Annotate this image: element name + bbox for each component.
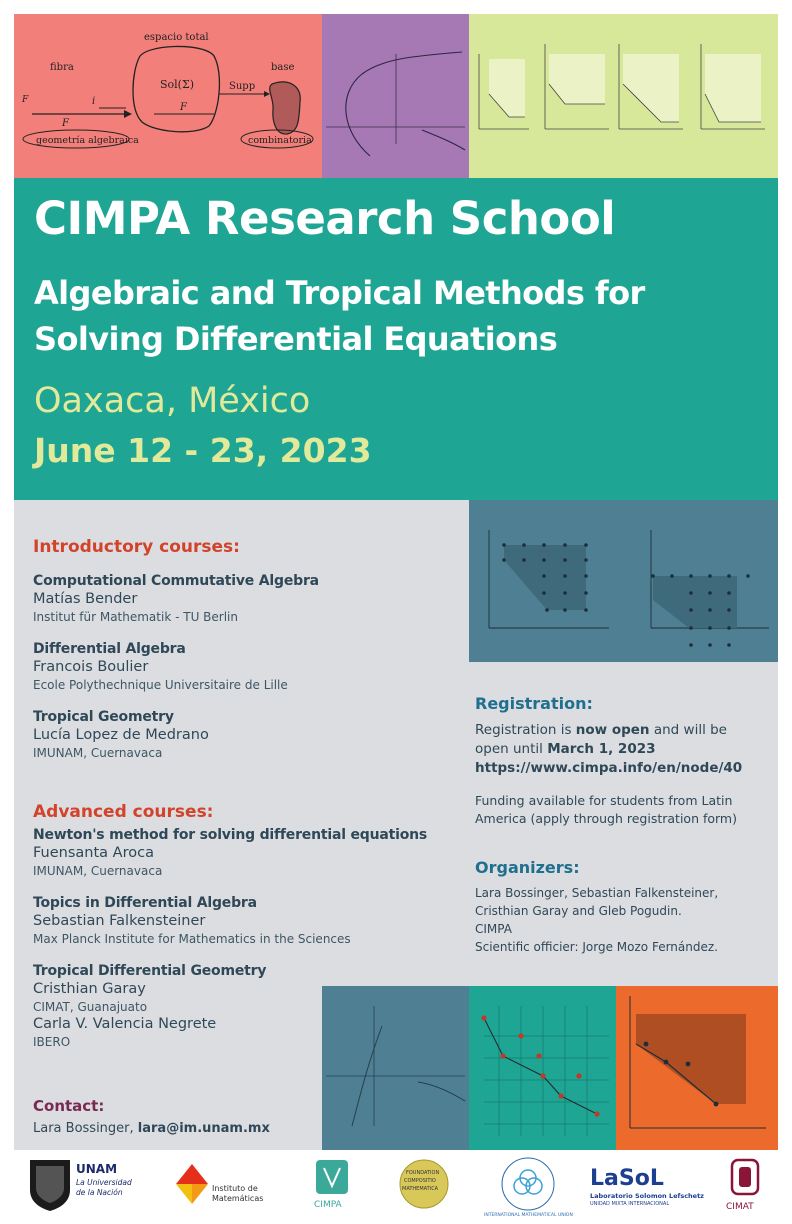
course-adv-1 xyxy=(33,827,427,878)
base-blob xyxy=(270,82,300,134)
foundation-text-3: MATHEMATICA xyxy=(402,1186,439,1192)
reg-text-a: Registration is xyxy=(475,722,576,738)
geometria-label: geometría algebraica xyxy=(36,135,139,146)
logo-strip xyxy=(14,1150,778,1224)
lattice-plots-panel xyxy=(469,500,778,662)
registration-line-2 xyxy=(475,740,775,759)
im-logo-icon xyxy=(172,1160,212,1208)
course-title: Topics in Differential Algebra xyxy=(33,895,257,911)
fp-label-top: F xyxy=(180,102,187,113)
registration-url[interactable]: https://www.cimpa.info/en/node/40 xyxy=(475,760,743,776)
sol-label: Sol(Σ) xyxy=(160,78,195,91)
introductory-heading: Introductory courses: xyxy=(33,537,240,557)
reg-text-c: and will be xyxy=(649,722,727,738)
organizers-heading: Organizers: xyxy=(475,858,580,877)
advanced-heading: Advanced courses: xyxy=(33,802,214,822)
course-title: Tropical Geometry xyxy=(33,709,174,725)
lasol-logo-text: LaSoL xyxy=(590,1166,664,1191)
location: Oaxaca, México xyxy=(34,381,311,421)
course-lecturer: Fuensanta Aroca xyxy=(33,845,154,861)
foundation-logo-icon xyxy=(398,1158,450,1210)
unam-tagline-1: La Universidad xyxy=(76,1178,132,1187)
course-lecturer: Lucía Lopez de Medrano xyxy=(33,727,209,743)
curve-plot-2-panel xyxy=(322,986,469,1150)
arrow-head xyxy=(124,110,132,118)
contact-heading: Contact: xyxy=(33,1097,105,1115)
dates: June 12 - 23, 2023 xyxy=(34,431,372,470)
foundation-text-1: FOUNDATION xyxy=(406,1170,440,1176)
supp-label: Supp xyxy=(229,81,256,92)
fiber-diagram-panel xyxy=(14,14,322,178)
course-title: Newton's method for solving differential equations xyxy=(33,827,428,843)
contact-email[interactable]: lara@im.unam.mx xyxy=(137,1121,270,1136)
polygon-plot-4 xyxy=(701,44,765,129)
course-affiliation: CIMAT, Guanajuato xyxy=(33,1000,148,1014)
unam-crest-icon xyxy=(26,1156,74,1212)
i-label: i xyxy=(92,96,96,107)
course-lecturer: Sebastian Falkensteiner xyxy=(33,913,206,929)
polygon-plots-panel xyxy=(469,14,778,178)
lattice-plot-right xyxy=(651,530,769,647)
lasol-subtitle: Laboratorio Solomon Lefschetz xyxy=(590,1192,704,1200)
polygon-plot-1 xyxy=(479,54,529,129)
im-logo-text-1: Instituto de xyxy=(212,1184,258,1193)
organizers-officer: Scientific officier: Jorge Mozo Fernández. xyxy=(475,940,718,954)
course-lecturer-2: Carla V. Valencia Negrete xyxy=(33,1016,217,1032)
reg-now-open: now open xyxy=(575,722,650,738)
contact-name: Lara Bossinger, xyxy=(33,1121,138,1136)
grid-plot xyxy=(469,986,616,1150)
imu-logo-text: INTERNATIONAL MATHEMATICAL UNION xyxy=(484,1213,573,1218)
fibra-label: fibra xyxy=(50,62,74,73)
lattice-plots xyxy=(469,500,778,662)
plot-curve-upper xyxy=(346,52,462,156)
registration-heading: Registration: xyxy=(475,694,593,713)
polygon-plot-3 xyxy=(619,44,683,129)
course-affiliation: IMUNAM, Cuernavaca xyxy=(33,864,163,878)
foundation-text-2: COMPOSITIO xyxy=(404,1178,436,1184)
course-lecturer: Francois Boulier xyxy=(33,659,149,675)
reg-text-open-until: open until xyxy=(475,741,548,757)
lasol-subtitle-2: UNIDAD MIXTA INTERNACIONAL xyxy=(590,1201,670,1207)
course-intro-2 xyxy=(33,641,288,692)
polygon-plot-2 xyxy=(545,44,609,129)
course-adv-3 xyxy=(33,963,266,1049)
title-band xyxy=(14,178,778,500)
organizers-cimpa: CIMPA xyxy=(475,922,512,936)
orange-plot-panel xyxy=(616,986,778,1150)
contact-line xyxy=(33,1121,270,1136)
newton-polygon-plots xyxy=(469,14,778,178)
lattice-plot-left xyxy=(489,530,609,628)
fiber-diagram xyxy=(14,14,322,178)
im-logo-text-2: Matemáticas xyxy=(212,1194,264,1203)
course-title: Tropical Differential Geometry xyxy=(33,963,267,979)
course-lecturer: Matías Bender xyxy=(33,591,138,607)
combinatoria-label: combinatoria xyxy=(248,135,312,146)
unam-logo-text: UNAM xyxy=(76,1162,118,1176)
course-affiliation-2: IBERO xyxy=(33,1035,71,1049)
course-title: Computational Commutative Algebra xyxy=(33,573,319,589)
fp-label-bottom: F xyxy=(62,118,69,129)
base-label: base xyxy=(271,62,295,73)
cimat-logo-text: CIMAT xyxy=(726,1202,754,1212)
reg-deadline: March 1, 2023 xyxy=(547,741,656,757)
registration-line-1 xyxy=(475,721,775,740)
course-adv-2 xyxy=(33,895,351,946)
course-title: Differential Algebra xyxy=(33,641,186,657)
curve-plot-2 xyxy=(322,986,469,1150)
plot-curve-lower xyxy=(422,130,465,150)
school-title: CIMPA Research School xyxy=(34,192,616,245)
organizers-names: Lara Bossinger, Sebastian Falkensteiner, Cristhian Garay and Gleb Pogudin. xyxy=(475,886,719,918)
course-intro-3 xyxy=(33,709,209,760)
espacio-total-label: espacio total xyxy=(144,32,209,43)
course-affiliation: Max Planck Institute for Mathematics in the Sciences xyxy=(33,932,351,946)
imu-logo-icon xyxy=(500,1156,556,1212)
cimat-logo-icon xyxy=(730,1158,760,1196)
fp-label-left: F xyxy=(22,95,29,105)
course-affiliation: Ecole Polythechnique Universitaire de Lille xyxy=(33,678,288,692)
orange-plot xyxy=(616,986,778,1150)
cimpa-logo-text: CIMPA xyxy=(314,1200,342,1210)
grid-plot-panel xyxy=(469,986,616,1150)
curve-plot xyxy=(322,14,469,178)
course-affiliation: Institut für Mathematik - TU Berlin xyxy=(33,610,238,624)
course-intro-1 xyxy=(33,573,319,624)
curve-plot-panel xyxy=(322,14,469,178)
funding-text: Funding available for students from Latin America (apply through registration form) xyxy=(475,793,737,826)
school-subtitle: Algebraic and Tropical Methods for Solving Differential Equations xyxy=(34,274,645,358)
unam-tagline-2: de la Nación xyxy=(76,1188,123,1197)
registration-text xyxy=(475,721,775,778)
course-affiliation: IMUNAM, Cuernavaca xyxy=(33,746,163,760)
course-lecturer: Cristhian Garay xyxy=(33,981,146,997)
supp-arrow-head xyxy=(264,91,270,97)
cimpa-logo-icon xyxy=(314,1158,350,1196)
